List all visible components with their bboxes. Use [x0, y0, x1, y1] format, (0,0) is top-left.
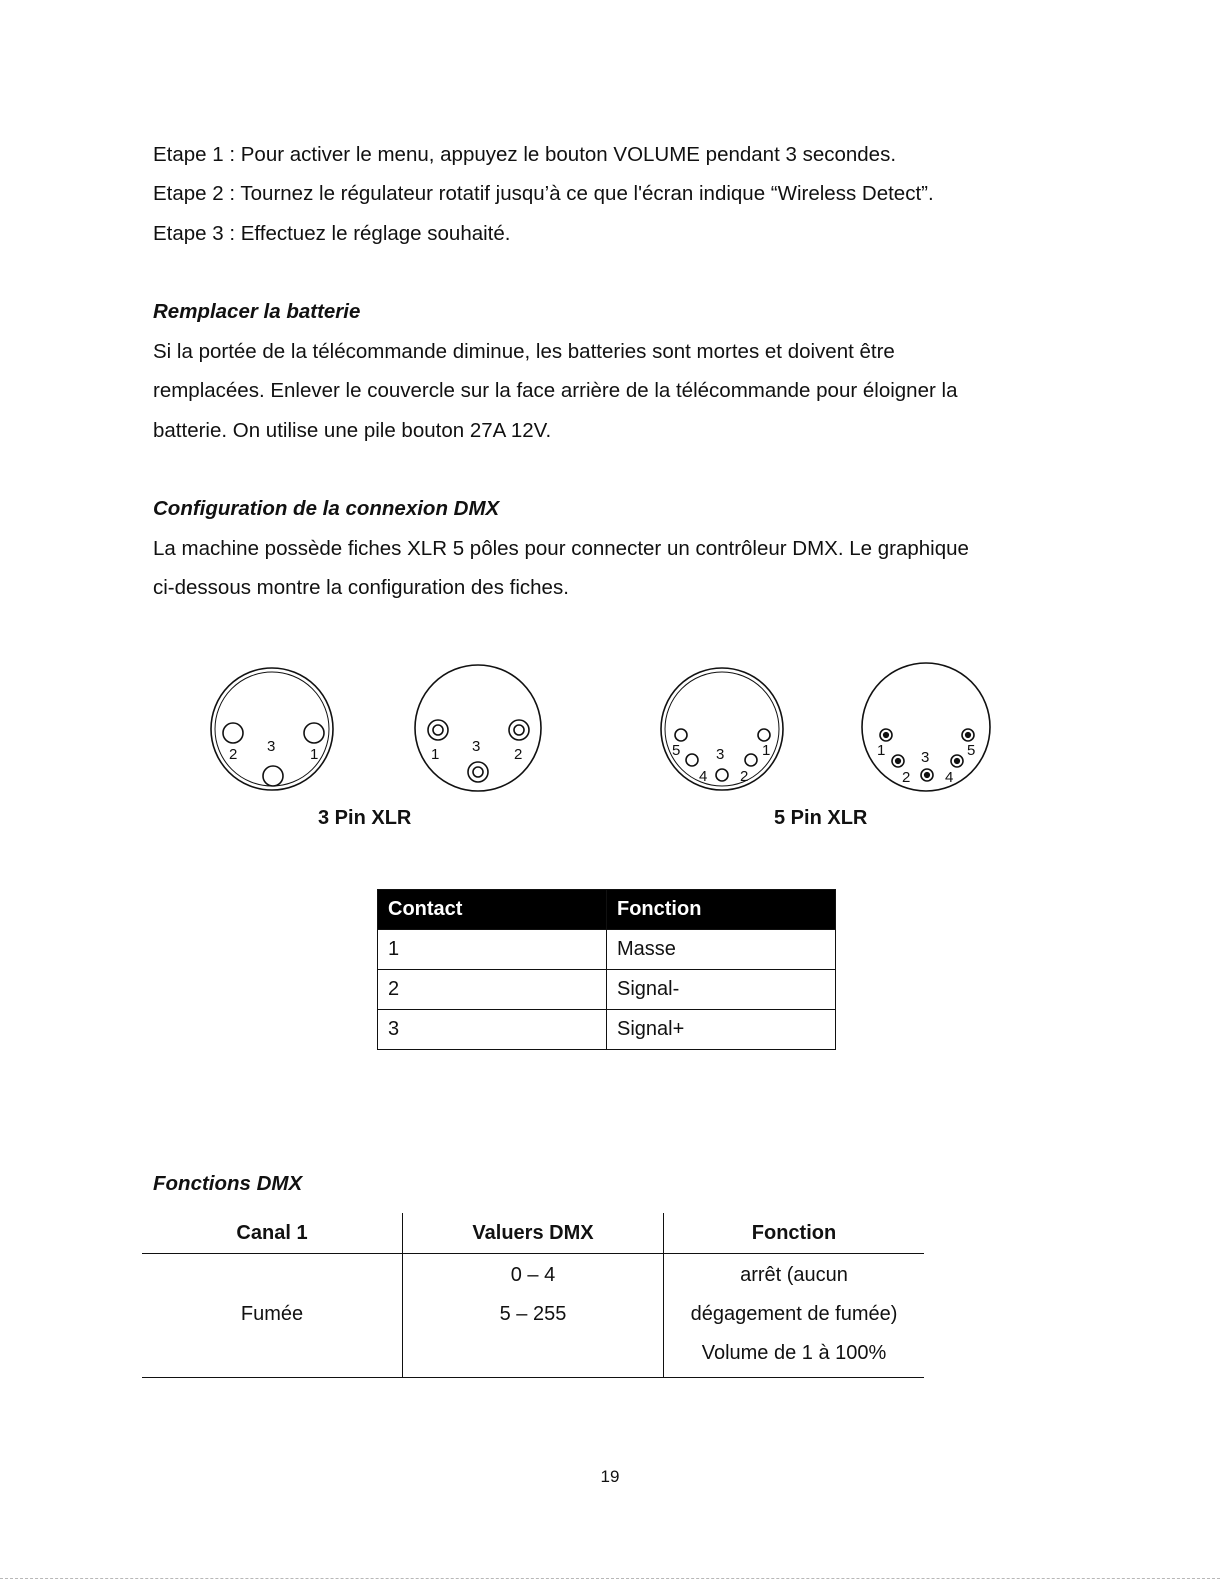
table-header-row	[378, 890, 836, 930]
xlr-3pin-female-connector	[211, 668, 333, 790]
pin-label: 1	[431, 746, 440, 763]
step-1-text: Etape 1 : Pour activer le menu, appuyez le bouton VOLUME pendant 3 secondes.	[153, 143, 897, 166]
xlr-5pin-female-connector	[661, 668, 783, 790]
3pin-xlr-label: 3 Pin XLR	[318, 807, 412, 829]
page-bottom-rule	[0, 1578, 1220, 1579]
pin-label: 2	[514, 746, 523, 763]
page-number: 19	[600, 1467, 620, 1486]
battery-line-3: batterie. On utilise une pile bouton 27A 12V.	[153, 419, 552, 442]
pin-hole	[745, 754, 757, 766]
xlr-3pin-male-connector	[415, 665, 541, 791]
pin-label: 2	[740, 768, 749, 785]
function-cell: Masse	[607, 930, 836, 970]
pin-label: 3	[267, 738, 276, 755]
pin-hole	[758, 729, 770, 741]
function-text-line: dégagement de fumée)	[690, 1303, 898, 1325]
table-row	[378, 1010, 836, 1050]
contact-function-table	[377, 889, 836, 1050]
pin-label: 3	[716, 746, 725, 763]
dmx-connection-line-2: ci-dessous montre la configuration des fiches.	[153, 576, 569, 599]
pin-label: 3	[472, 738, 481, 755]
contact-column-header: Contact	[378, 890, 607, 930]
pin-label: 1	[762, 742, 771, 759]
dmx-connection-line-1: La machine possède fiches XLR 5 pôles pour connecter un contrôleur DMX. Le graphique	[153, 537, 969, 560]
pin-label: 5	[672, 742, 681, 759]
pin-label: 3	[921, 749, 930, 766]
function-cell: Signal+	[607, 1010, 836, 1050]
step-3-text: Etape 3 : Effectuez le réglage souhaité.	[153, 222, 511, 245]
pin-hole	[263, 766, 283, 786]
contact-cell: 3	[378, 1010, 607, 1050]
function-column-header: Fonction	[751, 1222, 837, 1244]
step-2-text: Etape 2 : Tournez le régulateur rotatif jusqu’à ce que l'écran indique “Wireless Detect”.	[153, 182, 934, 205]
pin-label: 2	[902, 769, 911, 786]
dmx-connection-heading: Configuration de la connexion DMX	[153, 497, 500, 520]
contact-cell: 2	[378, 970, 607, 1010]
pin-label: 2	[229, 746, 238, 763]
pin-label: 1	[877, 742, 886, 759]
xlr-5pin-male-connector	[862, 663, 990, 791]
function-text-line: arrêt (aucun	[740, 1264, 848, 1286]
battery-line-1: Si la portée de la télécommande diminue, les batteries sont mortes et doivent être	[153, 340, 895, 363]
dmx-values-column-header: Valuers DMX	[472, 1222, 594, 1244]
pin-ring	[468, 762, 488, 782]
pin-label: 1	[310, 746, 319, 763]
contact-cell: 1	[378, 930, 607, 970]
table-bottom-rule	[142, 1377, 924, 1378]
battery-heading: Remplacer la batterie	[153, 300, 361, 323]
channel-cell: Fumée	[240, 1303, 304, 1325]
canal-column-header: Canal 1	[236, 1222, 308, 1244]
pin-label: 4	[945, 769, 954, 786]
pin-hole	[223, 723, 243, 743]
pin-ring	[509, 720, 529, 740]
table-row	[378, 970, 836, 1010]
table-row	[378, 930, 836, 970]
pin-label: 5	[967, 742, 976, 759]
function-cell: Signal-	[607, 970, 836, 1010]
battery-line-2: remplacées. Enlever le couvercle sur la face arrière de la télécommande pour éloigner la	[153, 379, 958, 402]
dmx-functions-heading: Fonctions DMX	[153, 1172, 303, 1195]
pin-hole	[716, 769, 728, 781]
header-divider	[142, 1253, 924, 1254]
5pin-xlr-label: 5 Pin XLR	[774, 807, 868, 829]
function-column-header: Fonction	[607, 890, 836, 930]
pin-label: 4	[699, 768, 708, 785]
pin-hole	[304, 723, 324, 743]
pin-ring	[428, 720, 448, 740]
dmx-value-range: 5 – 255	[499, 1303, 567, 1325]
dmx-value-range: 0 – 4	[510, 1264, 556, 1286]
function-text-line: Volume de 1 à 100%	[701, 1342, 887, 1364]
pin-hole	[686, 754, 698, 766]
pin-hole	[675, 729, 687, 741]
